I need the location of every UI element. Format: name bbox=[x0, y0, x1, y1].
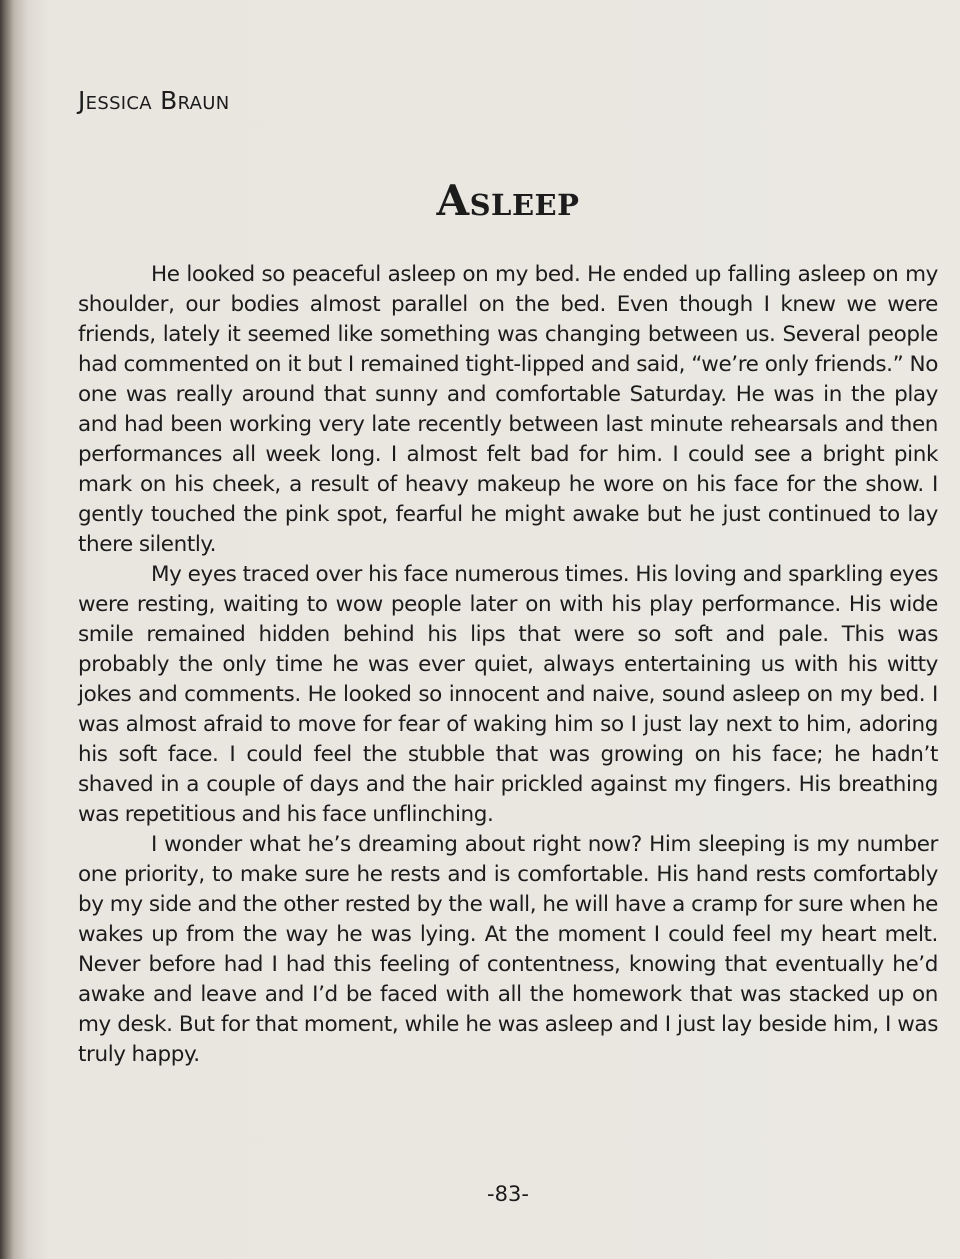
page-number: -83- bbox=[487, 1182, 529, 1206]
page-title: Asleep bbox=[436, 176, 580, 225]
story-body bbox=[78, 260, 938, 1070]
author-name: Jessica Braun bbox=[78, 86, 230, 115]
paragraph-1: He looked so peaceful asleep on my bed. He ended up falling asleep on my shoulder, our bodies almost parallel on the bed. Even though I knew we were friends, lately it seemed like something was changing between us. Several people had commented on it but I remained tight-lipped and said, “we’re only friends.” No one was really around that sunny and comfortable Saturday. He was in the play and had been working very late recently between last minute rehearsals and then performances all week long. I almost felt bad for him. I could see a bright pink mark on his cheek, a result of heavy makeup he wore on his face for the show. I gently touched the pink spot, fearful he might awake but he just continued to lay there silently. bbox=[78, 262, 938, 557]
paragraph-3: I wonder what he’s dreaming about right now? Him sleeping is my number one priority, to make sure he rests and is comfortable. His hand rests comfortably by my side and the other rested by the wall, he will have a cramp for sure when he wakes up from the way he was lying. At the moment I could feel my heart melt. Never before had I had this feeling of contentness, knowing that eventually he’d awake and leave and I’d be faced with all the homework that was stacked up on my desk. But for that moment, while he was asleep and I just lay beside him, I was truly happy. bbox=[78, 832, 938, 1067]
paragraph-2: My eyes traced over his face numerous times. His loving and sparkling eyes were resting, waiting to wow people later on with his play performance. His wide smile remained hidden behind his lips that were so soft and pale. This was probably the only time he was ever quiet, always entertaining us with his witty jokes and comments. He looked so innocent and naive, sound asleep on my bed. I was almost afraid to move for fear of waking him so I just lay next to him, adoring his soft face. I could feel the stubble that was growing on his face; he hadn’t shaved in a couple of days and the hair prickled against my fingers. His breathing was repetitious and his face unflinching. bbox=[78, 562, 938, 827]
